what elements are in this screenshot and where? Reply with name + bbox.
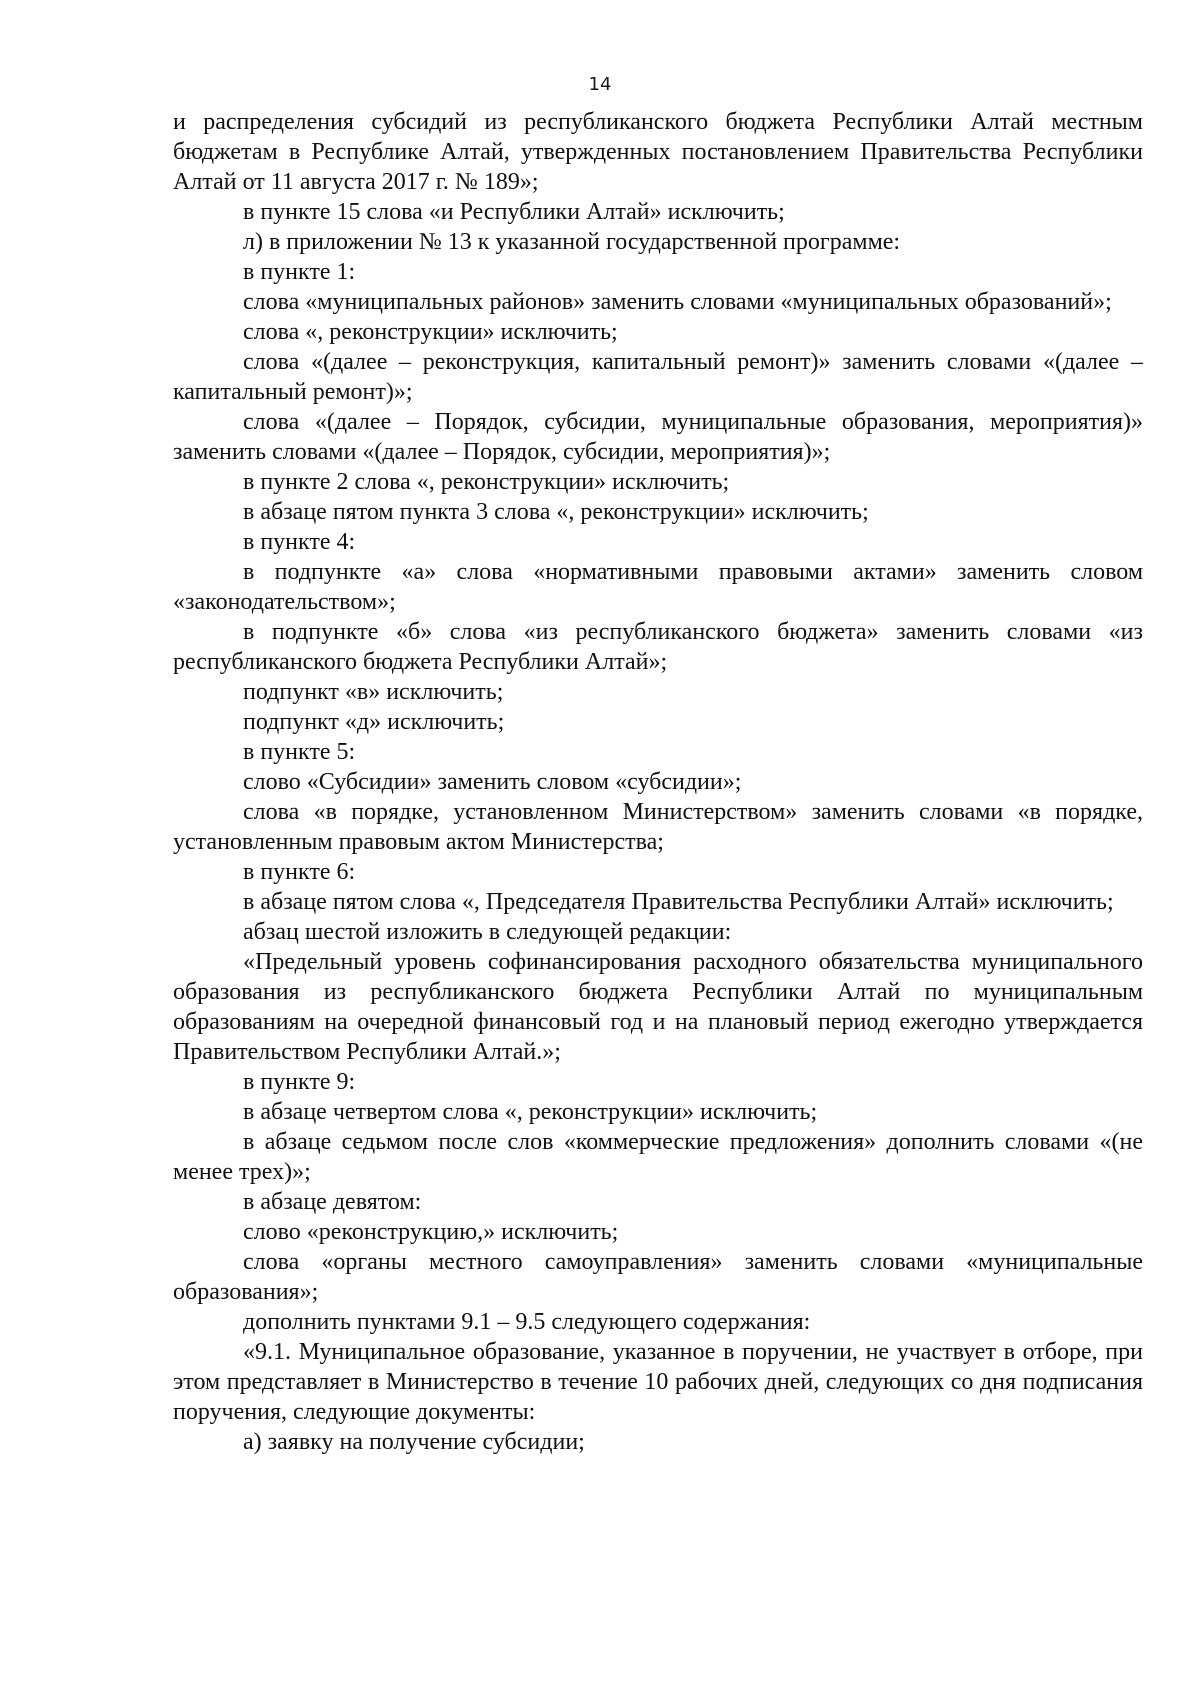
page-number: 14 xyxy=(588,74,612,95)
paragraph-11: в пункте 4: xyxy=(243,529,356,555)
paragraph-3: л) в приложении № 13 к указанной государственной программе: xyxy=(243,229,901,255)
paragraph-20: в абзаце пятом слова «, Председателя Правительства Республики Алтай» исключить; xyxy=(243,889,1114,915)
paragraph-18: слова «в порядке, установленном Министерством» заменить словами «в порядке, установленным правовым актом Министерства; xyxy=(173,799,1143,855)
paragraph-1: и распределения субсидий из республиканского бюджета Республики Алтай местным бюджетам в Республике Алтай, утвержденных постановлением Правительства Республики Алтай от 11 августа 2017 г. № 189»; xyxy=(173,109,1143,195)
paragraph-13: в подпункте «б» слова «из республиканского бюджета» заменить словами «из республиканского бюджета Республики Алтай»; xyxy=(173,619,1143,675)
paragraph-23: в пункте 9: xyxy=(243,1069,356,1095)
paragraph-7: слова «(далее – реконструкция, капитальный ремонт)» заменить словами «(далее – капитальный ремонт)»; xyxy=(173,349,1143,405)
paragraph-21: абзац шестой изложить в следующей редакции: xyxy=(243,919,732,945)
paragraph-6: слова «, реконструкции» исключить; xyxy=(243,319,618,345)
paragraph-27: слово «реконструкцию,» исключить; xyxy=(243,1219,619,1245)
document-body xyxy=(173,107,1143,1457)
paragraph-29: дополнить пунктами 9.1 – 9.5 следующего содержания: xyxy=(243,1309,811,1335)
paragraph-26: в абзаце девятом: xyxy=(243,1189,422,1215)
paragraph-28: слова «органы местного самоуправления» заменить словами «муниципальные образования»; xyxy=(173,1249,1143,1305)
paragraph-15: подпункт «д» исключить; xyxy=(243,709,505,735)
paragraph-12: в подпункте «а» слова «нормативными правовыми актами» заменить словом «законодательством»; xyxy=(173,559,1143,615)
paragraph-31: а) заявку на получение субсидии; xyxy=(243,1429,585,1455)
paragraph-24: в абзаце четвертом слова «, реконструкции» исключить; xyxy=(243,1099,818,1125)
paragraph-30: «9.1. Муниципальное образование, указанное в поручении, не участвует в отборе, при этом представляет в Министерство в течение 10 рабочих дней, следующих со дня подписания поручения, следующие документы: xyxy=(173,1339,1143,1425)
paragraph-25: в абзаце седьмом после слов «коммерческие предложения» дополнить словами «(не менее трех)»; xyxy=(173,1129,1143,1185)
paragraph-17: слово «Субсидии» заменить словом «субсидии»; xyxy=(243,769,742,795)
paragraph-9: в пункте 2 слова «, реконструкции» исключить; xyxy=(243,469,730,495)
paragraph-22: «Предельный уровень софинансирования расходного обязательства муниципального образования из республиканского бюджета Республики Алтай по муниципальным образованиям на очередной финансовый год и на плановый период ежегодно утверждается Правительством Республики Алтай.»; xyxy=(173,949,1143,1065)
paragraph-4: в пункте 1: xyxy=(243,259,356,285)
paragraph-10: в абзаце пятом пункта 3 слова «, реконструкции» исключить; xyxy=(243,499,869,525)
paragraph-14: подпункт «в» исключить; xyxy=(243,679,504,705)
paragraph-19: в пункте 6: xyxy=(243,859,356,885)
paragraph-5: слова «муниципальных районов» заменить словами «муниципальных образований»; xyxy=(243,289,1112,315)
paragraph-2: в пункте 15 слова «и Республики Алтай» исключить; xyxy=(243,199,785,225)
paragraph-8: слова «(далее – Порядок, субсидии, муниципальные образования, мероприятия)» заменить словами «(далее – Порядок, субсидии, мероприятия)»; xyxy=(173,409,1143,465)
paragraph-16: в пункте 5: xyxy=(243,739,356,765)
